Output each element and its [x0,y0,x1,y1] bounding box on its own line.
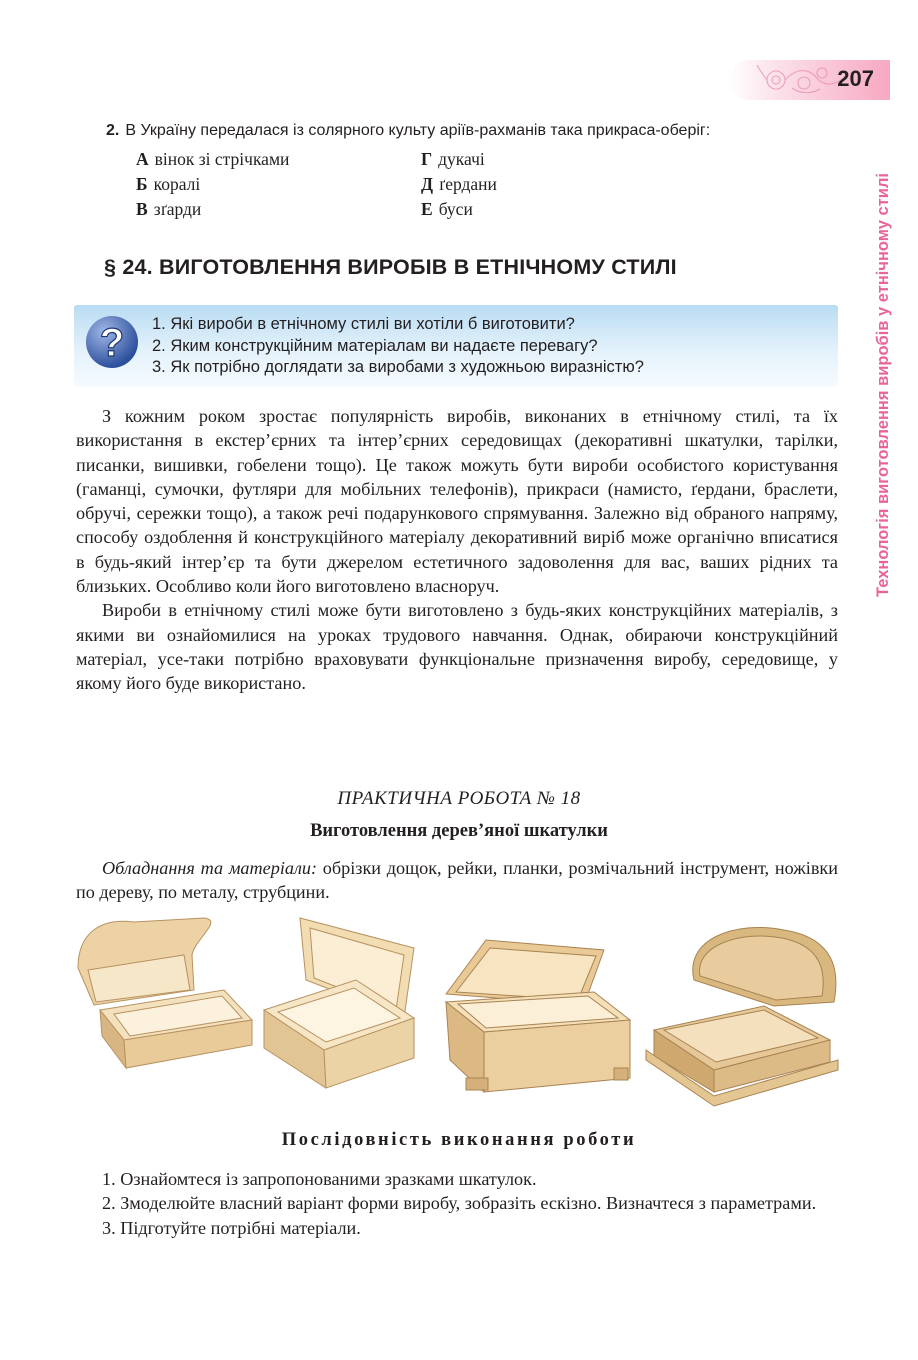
wooden-box-3-image [446,940,630,1092]
option-letter: Д [421,174,434,194]
practical-work-subtitle: Виготовлення дерев’яної шкатулки [310,821,608,841]
review-question: 3. Як потрібно доглядати за виробами з художньою виразністю? [152,358,644,376]
paragraph: Вироби в етнічному стилі може бути виготовлено з будь-яких конструкційних матеріалів, з якими ви ознайомилися на уроках трудового навчання. Однак, обираючи конструкційний матеріал, усе-таки потрібно враховувати функціональне призначення виробу, середовище, у якому його буде використано. [76,600,838,694]
option-g [421,147,485,172]
side-chapter-title-text: Технологія виготовлення виробів у етнічному стилі [874,172,892,598]
step-item: 2. Змоделюйте власний варіант форми виробу, зобразіть ескізно. Визначтеся з параметрами. [102,1193,817,1214]
steps-list [76,1167,838,1240]
option-text: буси [438,199,473,219]
wooden-box-4-image [646,927,838,1106]
step-item: 3. Підготуйте потрібні матеріали. [102,1217,361,1238]
svg-text:?: ? [99,321,125,365]
wooden-box-1-image [78,918,252,1068]
paragraph: З кожним роком зростає популярність виробів, виконаних в етнічному стилі, та їх використання в екстер’єрних та інтер’єрних середовищах (декоративні шкатулки, тарілки, писанки, вишивки, гобелени тощо). Це також можуть бути вироби особистого користування (гаманці, сумочки, футляри для мобільних телефонів), прикраси (намисто, ґердани, браслети, обручі, сережки тощо), а також речі подарункового спрямування. Залежно від обраного напряму, способу оздоблення й конструкційного матеріалу декоративний виріб може органічно вписатися в будь-який інтер’єр та бути джерелом естетичного задоволення для вас, ваших рідних та близьких. Особливо коли його виготовлено власноруч. [76,406,838,597]
option-letter: Б [136,174,148,194]
page-number: 207 [837,66,874,91]
option-b [136,172,200,197]
option-d [421,172,497,197]
materials-label: Обладнання та матеріали: [102,858,318,878]
section-title: § 24. ВИГОТОВЛЕННЯ ВИРОБІВ В ЕТНІЧНОМУ СТИЛІ [104,255,677,279]
body-text [76,404,838,696]
option-letter: А [136,149,149,169]
sequence-title: Послідовність виконання роботи [281,1130,637,1150]
materials-text: обрізки дощок, рейки, планки, розмічальний інструмент, ножівки по дереву, по металу, струбцини. [76,858,838,903]
option-letter: Е [421,199,433,219]
wooden-boxes-photos [74,910,840,1116]
option-letter: В [136,199,148,219]
page-number-tab [728,60,890,100]
review-question: 1. Які вироби в етнічному стилі ви хотіли б виготовити? [152,315,575,333]
materials-paragraph [76,856,838,905]
question-2-text: В Україну передалася із солярного культу аріїв-рахманів така прикраса-оберіг: [125,122,711,139]
question-2 [106,122,710,140]
option-v [136,197,201,222]
option-text: вінок зі стрічками [154,149,290,169]
option-a [136,147,289,172]
practical-work-title: ПРАКТИЧНА РОБОТА № 18 [337,788,581,809]
option-letter: Г [421,149,433,169]
option-e [421,197,473,222]
step-item: 1. Ознайомтеся із запропонованими зразками шкатулок. [102,1169,537,1189]
question-2-number: 2. [106,122,120,139]
option-text: коралі [153,174,201,194]
review-questions-box [74,305,838,387]
review-question: 2. Яким конструкційним матеріалам ви надаєте перевагу? [152,336,598,355]
side-chapter-title [872,125,894,645]
wooden-box-2-image [264,918,414,1088]
option-text: зґарди [153,199,202,219]
review-questions-list [152,314,644,379]
option-text: дукачі [438,149,485,169]
option-text: ґердани [439,174,497,194]
floral-ornament-icon [756,63,846,97]
question-mark-icon [82,311,142,371]
